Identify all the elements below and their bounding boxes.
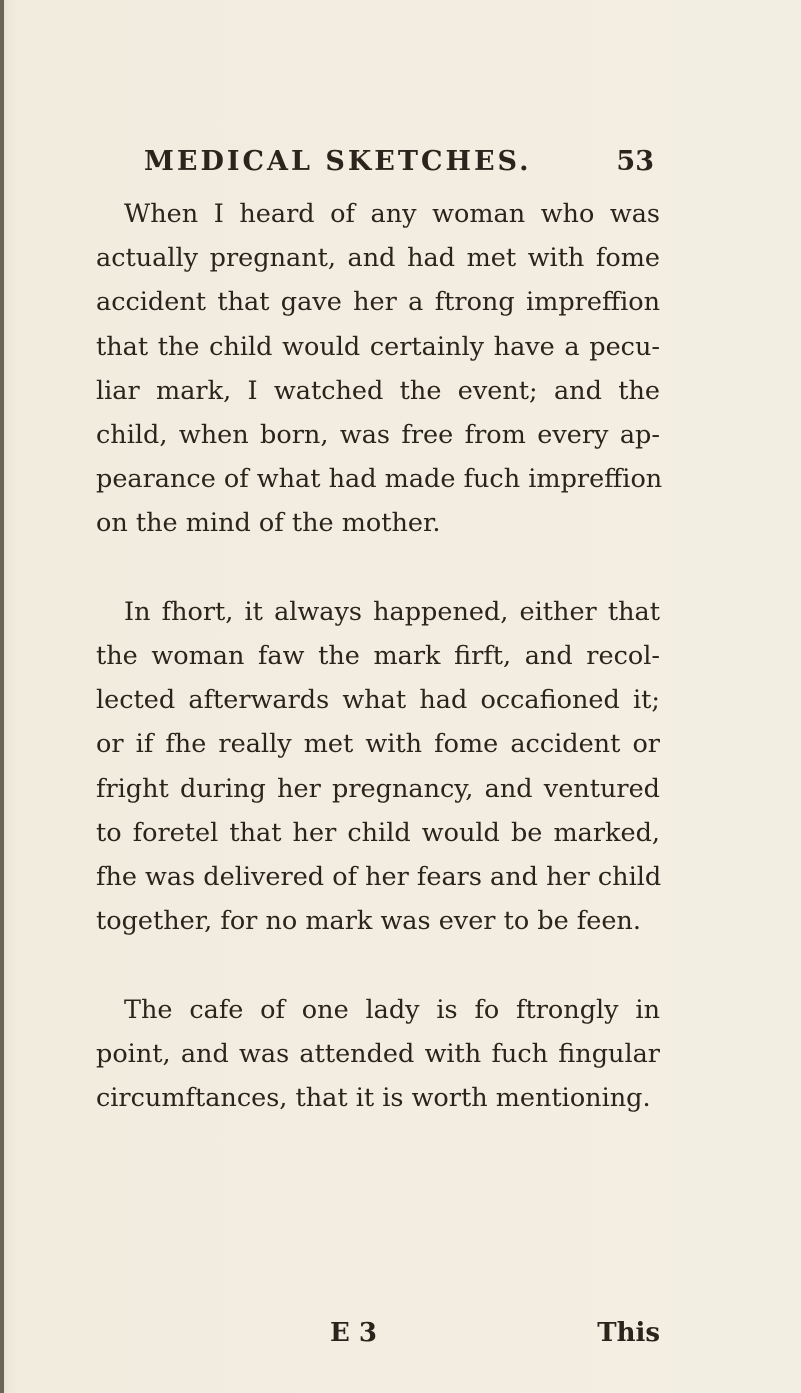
paragraph-3: [96, 988, 660, 1121]
text-line: circumftances, that it is worth mentioning.: [96, 1083, 651, 1114]
running-header: [144, 146, 654, 177]
paragraph-1: [96, 192, 663, 546]
text-line: lected afterwards what had occafioned it;: [96, 685, 660, 716]
text-line: In fhort, it always happened, either that: [124, 596, 660, 627]
page-number: 53: [616, 146, 654, 177]
running-title: MEDICAL SKETCHES.: [144, 146, 532, 177]
text-line: actually pregnant, and had met with fome: [96, 243, 660, 274]
text-line: or if fhe really met with fome accident or: [96, 729, 660, 760]
text-line: on the mind of the mother.: [96, 508, 441, 539]
text-line: fright during her pregnancy, and ventured: [96, 773, 660, 804]
text-line: together, for no mark was ever to be feen.: [96, 906, 641, 937]
paragraph-gap: [96, 943, 660, 987]
text-line: child, when born, was free from every ap-: [96, 420, 660, 451]
signature-mark: E 3: [330, 1318, 377, 1348]
text-line: The cafe of one lady is fo ftrongly in: [124, 994, 660, 1025]
text-line: the woman faw the mark firft, and recol-: [96, 641, 660, 672]
catchword: This: [597, 1318, 660, 1348]
body-text: [96, 192, 663, 1120]
text-line: accident that gave her a ftrong impreffion: [96, 287, 660, 318]
paragraph-gap: [96, 546, 660, 590]
text-line: fhe was delivered of her fears and her child: [96, 862, 662, 893]
text-line: that the child would certainly have a pecu-: [96, 331, 660, 362]
page-gutter: [0, 0, 4, 1393]
paragraph-2: [96, 590, 660, 944]
text-line: point, and was attended with fuch fingular: [96, 1038, 660, 1069]
text-line: pearance of what had made fuch impreffion: [96, 464, 663, 495]
text-line: When I heard of any woman who was: [124, 199, 660, 229]
text-line: to foretel that her child would be marked,: [96, 817, 660, 848]
text-line: liar mark, I watched the event; and the: [96, 375, 660, 406]
